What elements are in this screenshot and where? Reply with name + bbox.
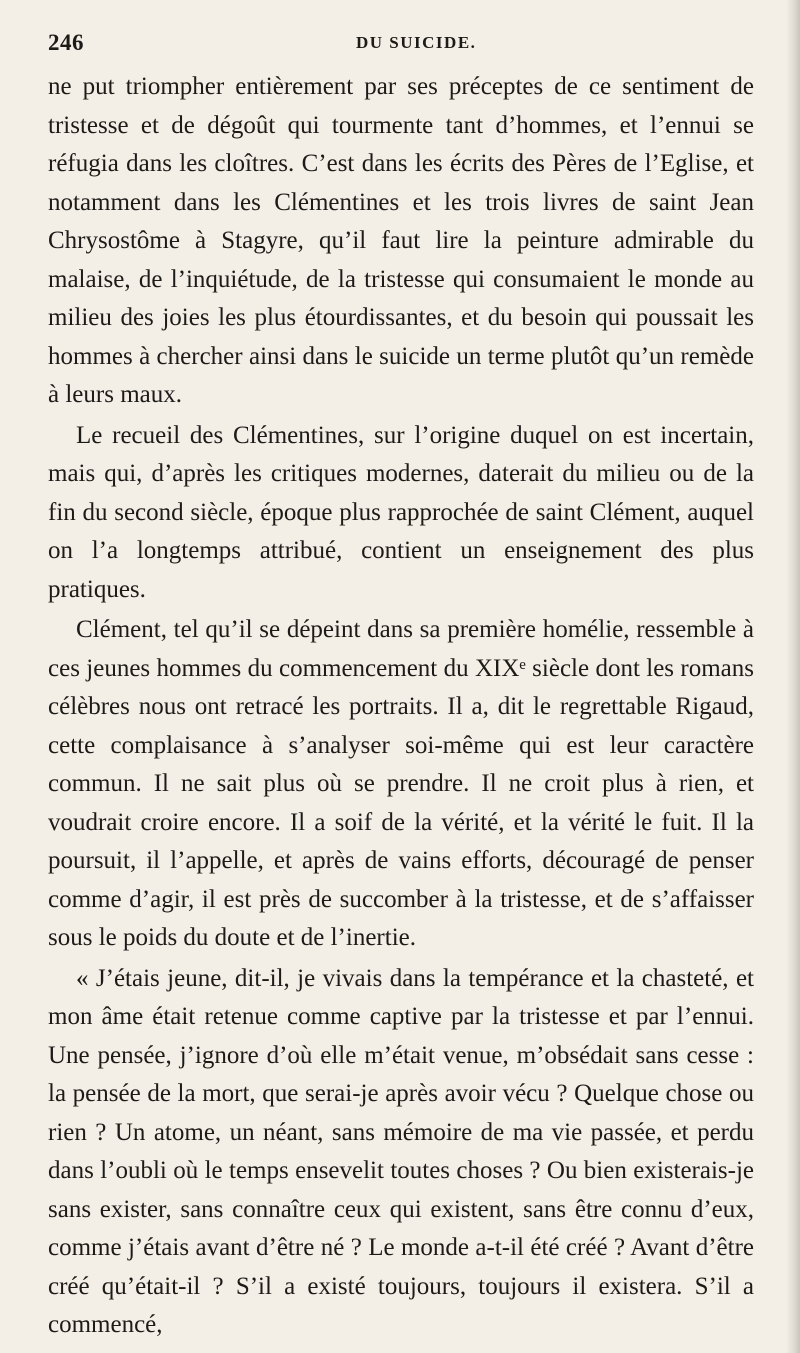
paragraph-4: « J’étais jeune, dit-il, je vivais dans la tempérance et la chasteté, et mon âme était retenue comme captive par la tristesse et par l’ennui. Une pensée, j’ignore d’où elle m’était venue, m’obsédait sans cesse : la pensée de la mort, que serai-je après avoir vécu ? Quelque chose ou rien ? Un atome, un néant, sans mémoire de ma vie passée, et perdu dans l’oubli où le temps ensevelit toutes choses ? Ou bien existerais-je sans exister, sans connaître ceux qui existent, sans être connu d’eux, comme j’étais avant d’être né ? Le monde a-t-il été créé ? Avant d’être créé qu’était-il ? S’il a existé toujours, toujours il existera. S’il a commencé, xyxy=(48,964,754,1338)
running-head xyxy=(48,30,760,64)
paragraph-2: Le recueil des Clémentines, sur l’origine duquel on est incertain, mais qui, d’après les critiques modernes, daterait du milieu ou de la fin du second siècle, époque plus rapprochée de saint Clément, auquel on l’a longtemps attribué, contient un enseignement des plus pratiques. xyxy=(48,421,754,603)
paragraph-3: Clément, tel qu’il se dépeint dans sa première homélie, ressemble à ces jeunes hommes du commencement du XIXᵉ siècle dont les romans célèbres nous ont retracé les portraits. Il a, dit le regrettable Rigaud, cette complaisance à s’analyser soi-même qui est leur caractère commun. Il ne sait plus où se prendre. Il ne croit plus à rien, et voudrait croire encore. Il a soif de la vérité, et la vérité le fuit. Il la poursuit, il l’appelle, et après de vains efforts, découragé de penser comme d’agir, il est près de succomber à la tristesse, et de s’affaisser sous le poids du doute et de l’inertie. xyxy=(48,616,754,951)
body-text xyxy=(48,68,754,1345)
running-title: DU SUICIDE. xyxy=(356,33,477,52)
page-number: 246 xyxy=(48,30,84,55)
paragraph-1: ne put triompher entièrement par ses préceptes de ce sentiment de tristesse et de dégoût qui tourmente tant d’hommes, et l’ennui se réfugia dans les cloîtres. C’est dans les écrits des Pères de l’Eglise, et notamment dans les Clémentines et les trois livres de saint Jean Chrysostôme à Stagyre, qu’il faut lire la peinture admirable du malaise, de l’inquiétude, de la tristesse qui consumaient le monde au milieu des joies les plus étourdissantes, et du besoin qui poussait les hommes à chercher ainsi dans le suicide un terme plutôt qu’un remède à leurs maux. xyxy=(48,73,754,408)
page-edge-shadow xyxy=(786,0,800,1353)
